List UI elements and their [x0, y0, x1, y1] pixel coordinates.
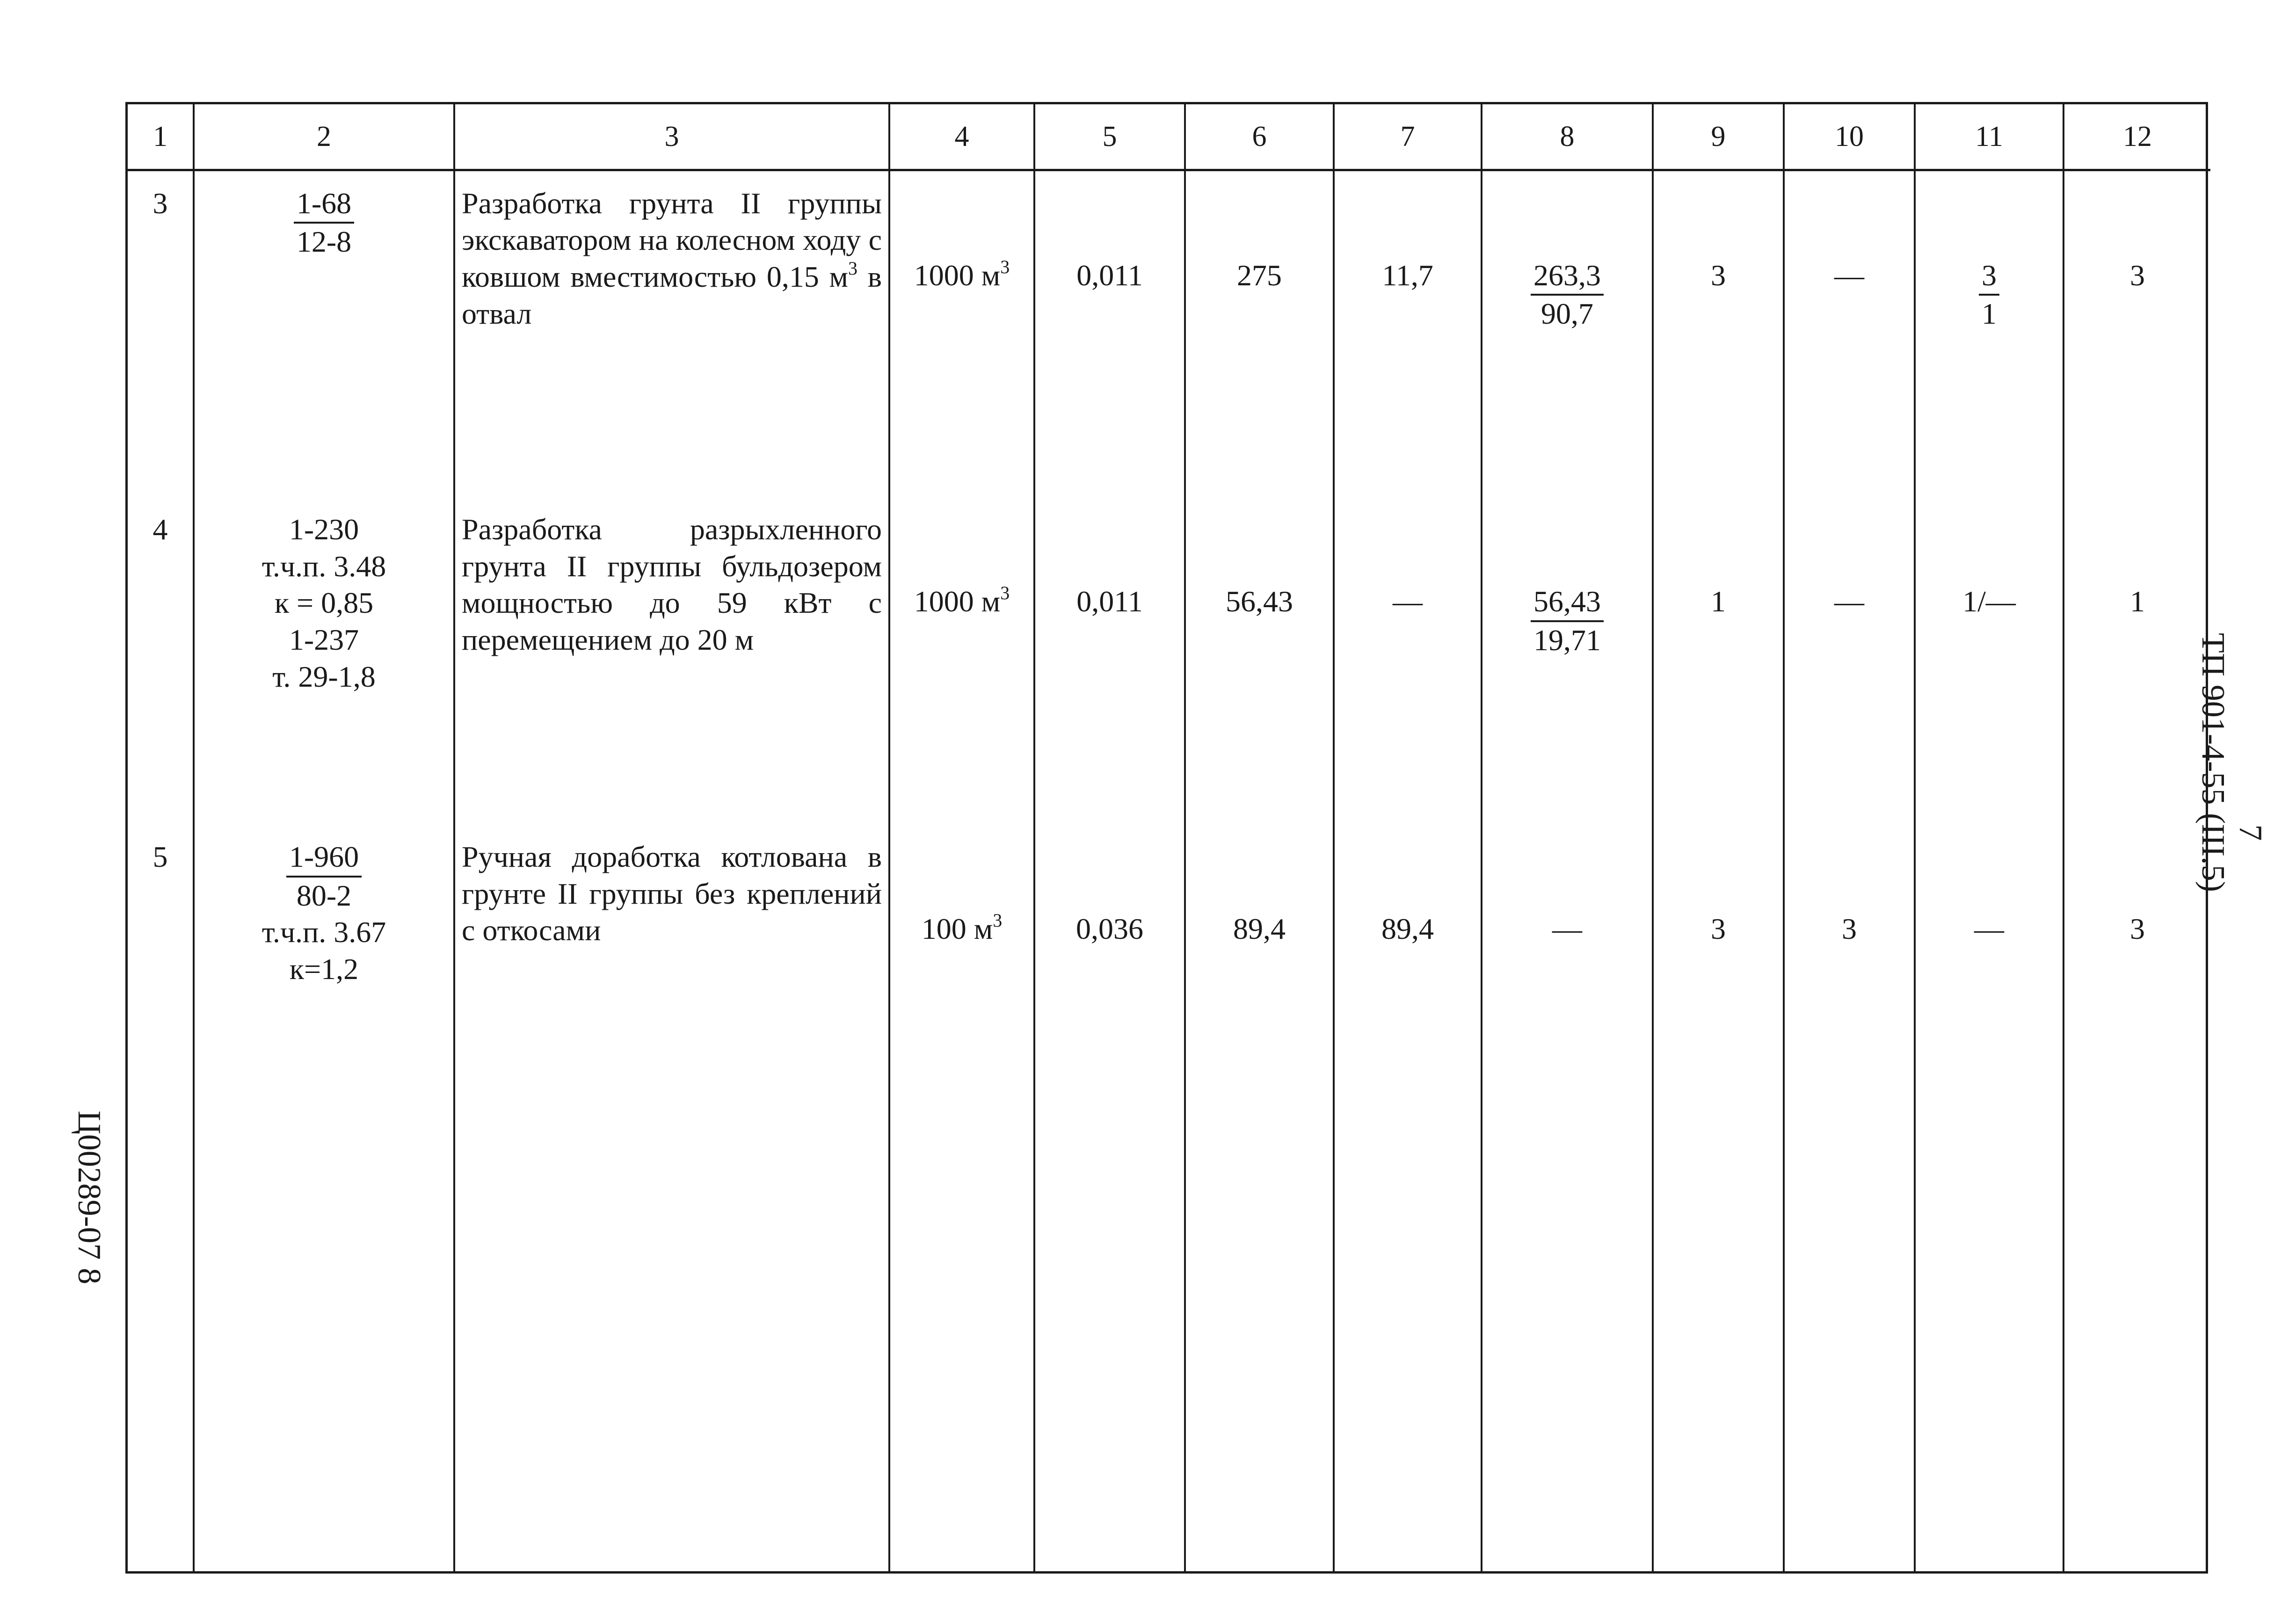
col11-denominator: 1	[1982, 297, 1997, 331]
col8-numerator: 263,3	[1531, 257, 1604, 296]
column-header: 1	[128, 104, 194, 170]
col8-fraction	[1531, 257, 1604, 333]
estimate-sheet	[125, 102, 2208, 1574]
column-header: 2	[194, 104, 454, 170]
cell-col7: 89,4	[1334, 825, 1482, 1571]
cell-col10: —	[1784, 170, 1915, 497]
column-header: 11	[1915, 104, 2063, 170]
page-number: 7	[2232, 824, 2268, 841]
cell-col5: 0,036	[1034, 825, 1185, 1571]
work-description: Разработка разрыхленного грунта II группы бульдозером мощностью до 59 кВт с перемещением до 20 м	[454, 497, 889, 825]
cell-col5: 0,011	[1034, 497, 1185, 825]
cell-col12: 1	[2063, 497, 2210, 825]
cell-col9: 1	[1653, 497, 1784, 825]
reference-denominator: 80-2	[296, 878, 352, 912]
column-header: 10	[1784, 104, 1915, 170]
col11-fraction	[1979, 257, 1999, 333]
reference-fraction	[294, 185, 354, 261]
work-description: Ручная доработка котлована в грунте II группы без креплений с откосами	[454, 825, 889, 1571]
col8-numerator: 56,43	[1531, 583, 1604, 622]
col11-numerator: 3	[1979, 257, 1999, 296]
document-code: ТП 901-4-55 (III.5)	[2195, 633, 2231, 892]
cell-col7: 11,7	[1334, 170, 1482, 497]
estimate-table	[128, 104, 2210, 1571]
norm-reference	[194, 497, 454, 825]
reference-fraction	[286, 839, 362, 914]
cell-col7: —	[1334, 497, 1482, 825]
cell-col11: —	[1915, 825, 2063, 1571]
row-number: 3	[153, 186, 168, 220]
column-header: 7	[1334, 104, 1482, 170]
cell-col12: 3	[2063, 825, 2210, 1571]
reference-numerator: 1-960	[286, 839, 362, 878]
reference-numerator: 1-68	[294, 185, 354, 224]
cell-col8: —	[1482, 825, 1653, 1571]
cell-col8	[1482, 497, 1653, 825]
table-row	[128, 497, 2210, 825]
cell-col9: 3	[1653, 825, 1784, 1571]
unit: 100 $м^3$	[889, 825, 1034, 1571]
reference-denominator: 12-8	[296, 225, 352, 259]
work-description: Разработка грунта II группы экскаватором на колесном ходу с ковшом вместимостью 0,15 $м^3$ в отвал	[454, 170, 889, 497]
unit: 1000 $м^3$	[889, 170, 1034, 497]
reference-line: к=1,2	[289, 952, 359, 986]
table-row	[128, 825, 2210, 1571]
cell-col5: 0,011	[1034, 170, 1185, 497]
col8-fraction	[1531, 583, 1604, 659]
cell-col6: 89,4	[1185, 825, 1334, 1571]
cell-col6: 275	[1185, 170, 1334, 497]
column-header: 6	[1185, 104, 1334, 170]
reference-line: т.ч.п. 3.67	[262, 915, 386, 949]
reference-line: т. 29-1,8	[272, 660, 376, 693]
column-header: 9	[1653, 104, 1784, 170]
reference-line: 1-237	[289, 623, 359, 657]
archive-number: Ц00289-07 8	[71, 1110, 107, 1284]
cell-col12: 3	[2063, 170, 2210, 497]
col8-denominator: 19,71	[1533, 623, 1601, 657]
column-header: 4	[889, 104, 1034, 170]
column-header: 3	[454, 104, 889, 170]
table-row	[128, 170, 2210, 497]
row-number: 5	[153, 840, 168, 873]
cell-col10: —	[1784, 497, 1915, 825]
cell-col11: 1/—	[1915, 497, 2063, 825]
row-number: 4	[153, 513, 168, 546]
cell-col9: 3	[1653, 170, 1784, 497]
column-header: 8	[1482, 104, 1653, 170]
cell-col6: 56,43	[1185, 497, 1334, 825]
reference-line: к = 0,85	[274, 586, 374, 620]
header-row	[128, 104, 2210, 170]
column-header: 12	[2063, 104, 2210, 170]
cell-col11	[1915, 170, 2063, 497]
cell-col8	[1482, 170, 1653, 497]
column-header: 5	[1034, 104, 1185, 170]
unit: 1000 $м^3$	[889, 497, 1034, 825]
reference-line: т.ч.п. 3.48	[262, 549, 386, 583]
cell-col10: 3	[1784, 825, 1915, 1571]
norm-reference	[194, 825, 454, 1571]
col8-denominator: 90,7	[1541, 297, 1593, 331]
reference-line: 1-230	[289, 513, 359, 546]
norm-reference	[194, 170, 454, 497]
